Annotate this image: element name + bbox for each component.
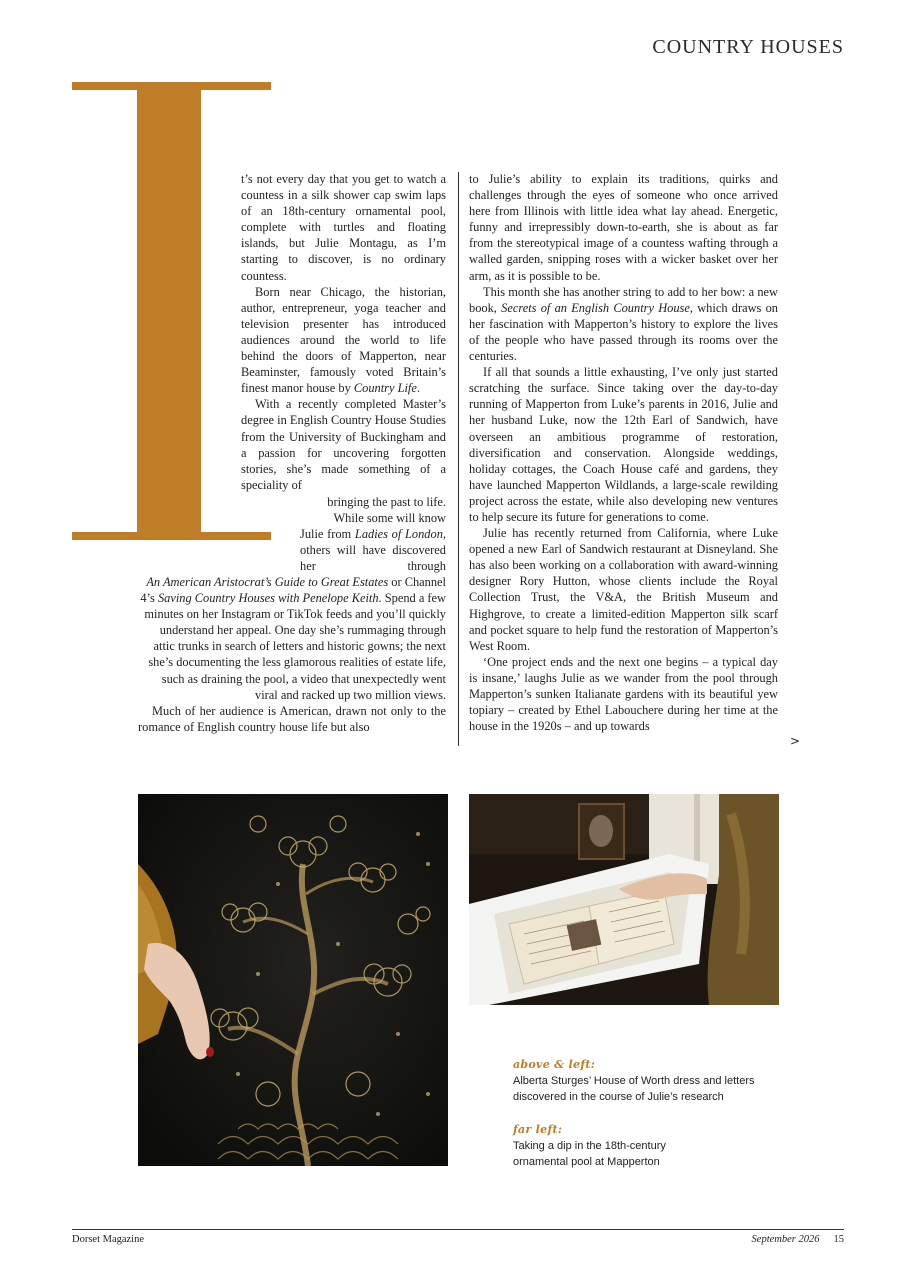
article-paragraph: ‘One project ends and the next one begins – a typical day is insane,’ laughs Julie as we wander from the pool through Mapperton’s sunken Italianate gardens with its beautiful yew topiary – created by Ethel Labouchere during her time at the house in the 1920s – and up towards bbox=[469, 654, 778, 734]
page-number: 15 bbox=[833, 1234, 844, 1245]
article-paragraph: Julie has recently returned from California, where Luke opened a new Earl of Sandwich restaurant at Disneyland. She has also been working on a collaboration with award-winning designer Rory Hutton, whose clients include the Royal Collection Trust, the V&A, the British Museum and Highgrove, to create a limited-edition Mapperton silk scarf and pocket square to help fund the restoration of Mapperton’s West Room. bbox=[469, 526, 778, 653]
letters-photo bbox=[469, 794, 779, 1005]
caption-heading: above & left: bbox=[513, 1058, 596, 1071]
article-paragraph-fragment: While some will know Julie from Ladies of London, others will have discovered her through bbox=[300, 511, 447, 574]
column-divider bbox=[458, 172, 459, 746]
article-paragraph: If all that sounds a little exhausting, I’ve only just started scratching the surface. Since taking over the day-to-day running of Mapperton from Luke’s parents in 2016, Julie and her husband Luke, now the 12th Earl of Sandwich, have overseen an ambitious programme of restoration, diversification and conservation. Alongside weddings, holiday cottages, the Coach House café and gardens, they have launched Mapperton Wildlands, a large-scale rewilding project across the estate, while also developing new ventures to help secure its future for generations to come. bbox=[469, 365, 778, 524]
article-paragraph-fragment: bringing the past to life. bbox=[327, 495, 446, 509]
article-paragraph: This month she has another string to add to her bow: a new book, Secrets of an English Country House, which draws on her fascination with Mapperton’s history to explore the lives of the people who have passed through its rooms over the centuries. bbox=[469, 284, 779, 364]
article-paragraph: Much of her audience is American, drawn not only to the romance of English country house life but also bbox=[138, 703, 446, 734]
article-left-column bbox=[241, 171, 446, 493]
caption-far-left bbox=[513, 1123, 688, 1170]
footer-rule bbox=[72, 1229, 844, 1230]
article-paragraph: Born near Chicago, the historian, author, entrepreneur, yoga teacher and television presenter has introduced audiences around the world to life behind the doors of Mapperton, near Beaminster, famously voted Britain’s finest manor house by Country Life. bbox=[241, 284, 446, 396]
caption-text: Alberta Sturges’ House of Worth dress and letters discovered in the course of Julie’s research bbox=[513, 1075, 755, 1103]
caption-above-left bbox=[513, 1058, 783, 1105]
issue-date: September 2026 bbox=[751, 1234, 820, 1245]
section-title: COUNTRY HOUSES bbox=[652, 36, 844, 58]
article-right-column bbox=[469, 171, 778, 734]
footer-right bbox=[752, 1234, 844, 1245]
magazine-name: Dorset Magazine bbox=[72, 1234, 145, 1245]
article-paragraph: With a recently completed Master’s degree in English Country House Studies from the University of Buckingham and a passion for uncovering forgotten stories, she’s made something of a speciality of bbox=[241, 397, 446, 492]
continue-arrow-icon: > bbox=[790, 734, 801, 748]
article-paragraph: t’s not every day that you get to watch a countess in a silk shower cap swim laps of an 18th-century ornamental pool, complete with turtles and floating islands, but Julie Montagu, as I’m starting to discover, is no ordinary countess. bbox=[241, 172, 446, 283]
caption-heading: far left: bbox=[513, 1123, 563, 1136]
dress-photo bbox=[138, 794, 448, 1166]
caption-text: Taking a dip in the 18th-century ornamental pool at Mapperton bbox=[513, 1140, 666, 1168]
article-paragraph: to Julie’s ability to explain its traditions, quirks and challenges through the eyes of someone who once arrived here from Illinois with little idea what lay ahead. Energetic, funny and irrepressibly down-to-earth, she is about as far from the stereotypical image of a countess wafting through a walled garden, snipping roses with a wicker basket over her arm, as it is possible to be. bbox=[469, 172, 778, 283]
article-paragraph-fragment: An American Aristocrat’s Guide to Great Estates or Channel 4’s Saving Country Houses with Penelope Keith. Spend a few minutes on her Instagram or TikTok feeds and you’ll quickly understand her appeal. One day she’s rummaging through attic trunks in search of letters and historic gowns; the next she’s documenting the less glamorous realities of estate life, such as draining the pool, a video that unexpectedly went viral and racked up two million views. Much of her audience is American, drawn not only to the romance of English country house life but also bbox=[138, 575, 446, 734]
photo-captions bbox=[513, 1058, 783, 1170]
